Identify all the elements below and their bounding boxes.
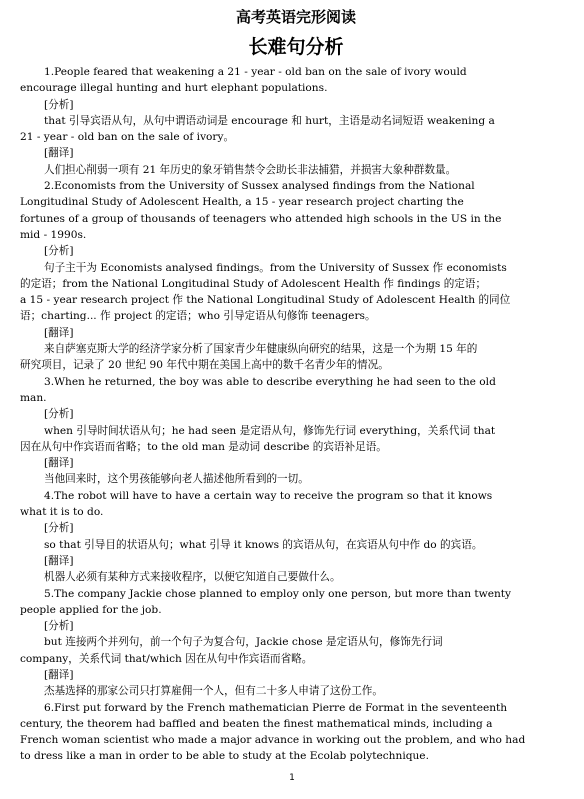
- text-line: [分析]: [44, 620, 74, 633]
- text-line: to dress like a man in order to be able to study at the Ecolab polytechnique.: [20, 750, 429, 763]
- text-line: century, the theorem had baffled and beaten the finest mathematical minds, including a: [20, 717, 493, 730]
- text-line: company，关系代词 that/which 因在从句中作宾语而省略。: [20, 652, 313, 665]
- document-body: [20, 64, 572, 765]
- text-line: 21 - year - old ban on the sale of ivory。: [20, 131, 235, 144]
- text-line: 因在从句中作宾语而省略；to the old man 是动词 describe 的宾语补足语。: [20, 440, 387, 453]
- text-line: 3.When he returned, the boy was able to describe everything he had seen to the old: [44, 375, 496, 388]
- text-line: [分析]: [44, 98, 74, 111]
- text-line: 1.People feared that weakening a 21 - year - old ban on the sale of ivory would: [44, 66, 467, 78]
- text-line: mid - 1990s.: [20, 228, 87, 241]
- text-line: when 引导时间状语从句；he had seen 是定语从句，修饰先行词 everything，关系代词 that: [44, 424, 496, 437]
- text-line: [翻译]: [44, 554, 74, 567]
- text-line: man.: [20, 391, 47, 404]
- text-line: 句子主干为 Economists analysed findings。from the University of Sussex 作 economists: [44, 261, 507, 274]
- text-line: [分析]: [44, 522, 74, 535]
- text-line: 6.First put forward by the French mathematician Pierre de Format in the seventeenth: [44, 701, 508, 714]
- text-line: 当他回来时，这个男孩能够向老人描述他所看到的一切。: [44, 473, 309, 486]
- document-subtitle: 长难句分析: [248, 36, 344, 58]
- text-line: a 15 - year research project 作 the National Longitudinal Study of Adolescent Health 的同位: [20, 294, 511, 307]
- text-line: 的定语；from the National Longitudinal Study of Adolescent Health 作 findings 的定语；: [20, 277, 487, 290]
- text-line: 研究项目，记录了 20 世纪 90 年代中期在美国上高中的数千名青少年的情况。: [20, 359, 389, 372]
- text-line: encourage illegal hunting and hurt elephant populations.: [20, 82, 328, 95]
- text-line: 语；charting... 作 project 的定语；who 引导定语从句修饰 teenagers。: [20, 310, 376, 323]
- text-line: French woman scientist who made a major advance in working out the problem, and who had: [20, 734, 526, 747]
- text-line: 杰基选择的那家公司只打算雇佣一个人，但有二十多人申请了这份工作。: [44, 685, 383, 698]
- text-line: 5.The company Jackie chose planned to employ only one person, but more than twenty: [44, 587, 512, 600]
- document-page: [20, 0, 572, 765]
- text-line: 人们担心削弱一项有 21 年历史的象牙销售禁令会助长非法捕猎，并损害大象种群数量。: [44, 163, 457, 176]
- text-line: [翻译]: [44, 668, 74, 681]
- text-line: Longitudinal Study of Adolescent Health, a 15 - year research project charting the: [20, 196, 464, 209]
- text-line: [翻译]: [44, 147, 74, 160]
- document-title: 高考英语完形阅读: [235, 8, 356, 26]
- page-number: 1: [289, 773, 295, 783]
- text-line: that 引导宾语从句，从句中谓语动词是 encourage 和 hurt，主语是动名词短语 weakening a: [44, 114, 495, 127]
- text-line: so that 引导目的状语从句；what 引导 it knows 的宾语从句，在宾语从句中作 do 的宾语。: [44, 538, 483, 551]
- text-line: fortunes of a group of thousands of teenagers who attended high schools in the US in the: [20, 212, 502, 225]
- text-line: 2.Economists from the University of Sussex analysed findings from the National: [44, 180, 475, 193]
- text-line: 来自萨塞克斯大学的经济学家分析了国家青少年健康纵向研究的结果，这是一个为期 15 年的: [44, 343, 478, 356]
- text-line: people applied for the job.: [20, 603, 162, 616]
- text-line: [翻译]: [44, 457, 74, 470]
- text-line: but 连接两个并列句，前一个句子为复合句，Jackie chose 是定语从句，修饰先行词: [44, 636, 443, 649]
- text-line: 4.The robot will have to have a certain way to receive the program so that it knows: [44, 489, 493, 502]
- text-line: [分析]: [44, 245, 74, 258]
- text-line: what it is to do.: [20, 506, 104, 519]
- text-line: [分析]: [44, 408, 74, 421]
- text-line: 机器人必须有某种方式来接收程序，以便它知道自己要做什么。: [44, 571, 341, 584]
- text-line: [翻译]: [44, 326, 74, 339]
